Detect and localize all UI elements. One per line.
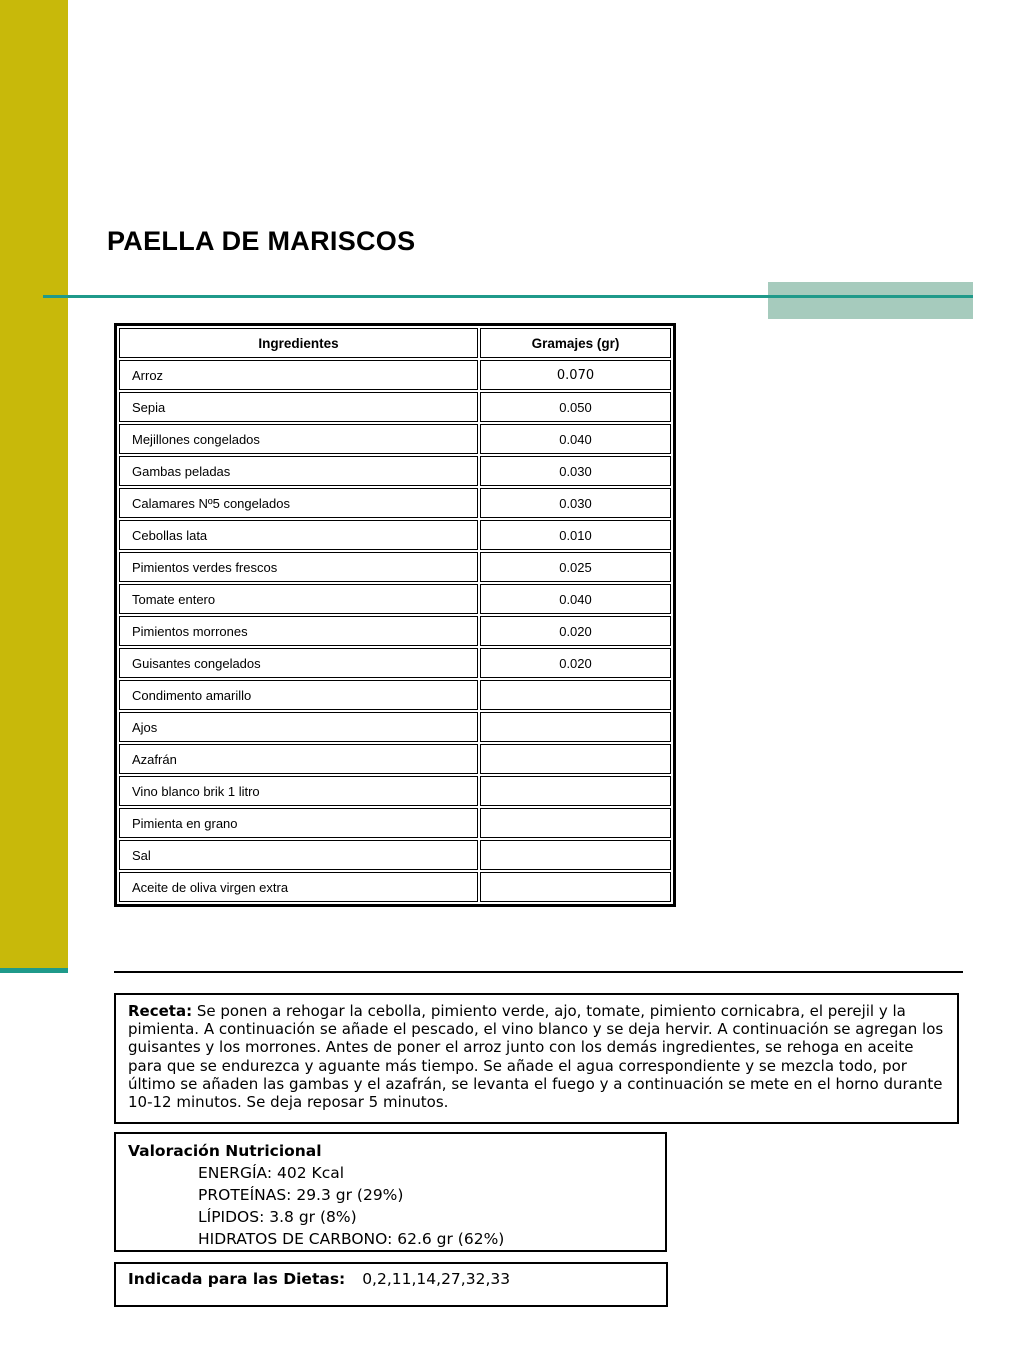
table-row [119,456,671,486]
ingredient-grams: 0.040 [480,584,671,614]
ingredient-grams [480,744,671,774]
recipe-label: Receta: [128,1002,193,1020]
ingredient-name: Calamares Nº5 congelados [119,488,478,518]
table-row [119,840,671,870]
page-title: PAELLA DE MARISCOS [107,226,416,256]
table-row [119,872,671,902]
table-row [119,712,671,742]
table-row [119,584,671,614]
table-row [119,488,671,518]
table-row [119,680,671,710]
diets-value: 0,2,11,14,27,32,33 [362,1270,511,1288]
header-ingredients: Ingredientes [119,328,478,358]
ingredient-grams [480,712,671,742]
ingredient-name: Vino blanco brik 1 litro [119,776,478,806]
ingredient-grams [480,872,671,902]
ingredient-name: Pimientos morrones [119,616,478,646]
section-divider [114,971,963,973]
ingredient-name: Arroz [119,360,478,390]
ingredient-name: Sal [119,840,478,870]
table-row [119,616,671,646]
ingredient-grams [480,840,671,870]
table-row [119,776,671,806]
decorative-block [768,282,973,319]
table-row [119,808,671,838]
ingredient-grams: 0.070 [480,360,671,390]
table-row [119,360,671,390]
table-header-row [119,328,671,358]
ingredient-grams: 0.030 [480,456,671,486]
ingredient-name: Pimienta en grano [119,808,478,838]
nutrition-heading: Valoración Nutricional [128,1142,322,1160]
diets-box [114,1262,668,1307]
ingredient-name: Gambas peladas [119,456,478,486]
diets-label: Indicada para las Dietas: [128,1270,346,1288]
ingredient-name: Aceite de oliva virgen extra [119,872,478,902]
ingredient-name: Pimientos verdes frescos [119,552,478,582]
ingredient-grams: 0.020 [480,616,671,646]
ingredient-name: Condimento amarillo [119,680,478,710]
ingredient-grams: 0.010 [480,520,671,550]
nutrition-energy: ENERGÍA: 402 Kcal [198,1164,345,1182]
side-accent-bar [0,0,68,968]
table-body [119,360,671,902]
table-row [119,424,671,454]
nutrition-lipids: LÍPIDOS: 3.8 gr (8%) [198,1208,357,1226]
table-row [119,744,671,774]
ingredient-grams: 0.030 [480,488,671,518]
recipe-text: Se ponen a rehogar la cebolla, pimiento verde, ajo, tomate, pimiento cornicabra, el perejil y la pimienta. A continuación se añade el pescado, el vino blanco y se deja hervir. A continuación se agregan los guisantes y los morrones. Antes de poner el arroz junto con los demás ingredientes, se rehoga en aceite para que se endurezca y aguante más tiempo. Se añade el agua correspondiente y se mezcla todo, por último se añaden las gambas y el azafrán, se levanta el fuego y a continuación se mete en el horno durante 10-12 minutos. Se deja reposar 5 minutos. [128,1002,944,1112]
table-row [119,392,671,422]
ingredient-grams: 0.020 [480,648,671,678]
ingredients-table [114,323,676,907]
title-rule [43,295,973,298]
recipe-box [114,993,959,1124]
ingredient-grams [480,680,671,710]
ingredient-grams [480,776,671,806]
table-row [119,648,671,678]
ingredient-grams: 0.040 [480,424,671,454]
header-grams: Gramajes (gr) [480,328,671,358]
nutrition-box [114,1132,667,1252]
nutrition-protein: PROTEÍNAS: 29.3 gr (29%) [198,1186,404,1204]
ingredient-name: Cebollas lata [119,520,478,550]
table-row [119,552,671,582]
ingredient-name: Guisantes congelados [119,648,478,678]
ingredient-name: Ajos [119,712,478,742]
ingredient-name: Mejillones congelados [119,424,478,454]
ingredient-name: Sepia [119,392,478,422]
ingredient-grams: 0.025 [480,552,671,582]
side-accent-foot [0,968,68,973]
table-row [119,520,671,550]
ingredient-name: Azafrán [119,744,478,774]
nutrition-carbs: HIDRATOS DE CARBONO: 62.6 gr (62%) [198,1230,505,1248]
ingredient-name: Tomate entero [119,584,478,614]
ingredient-grams: 0.050 [480,392,671,422]
ingredient-grams [480,808,671,838]
